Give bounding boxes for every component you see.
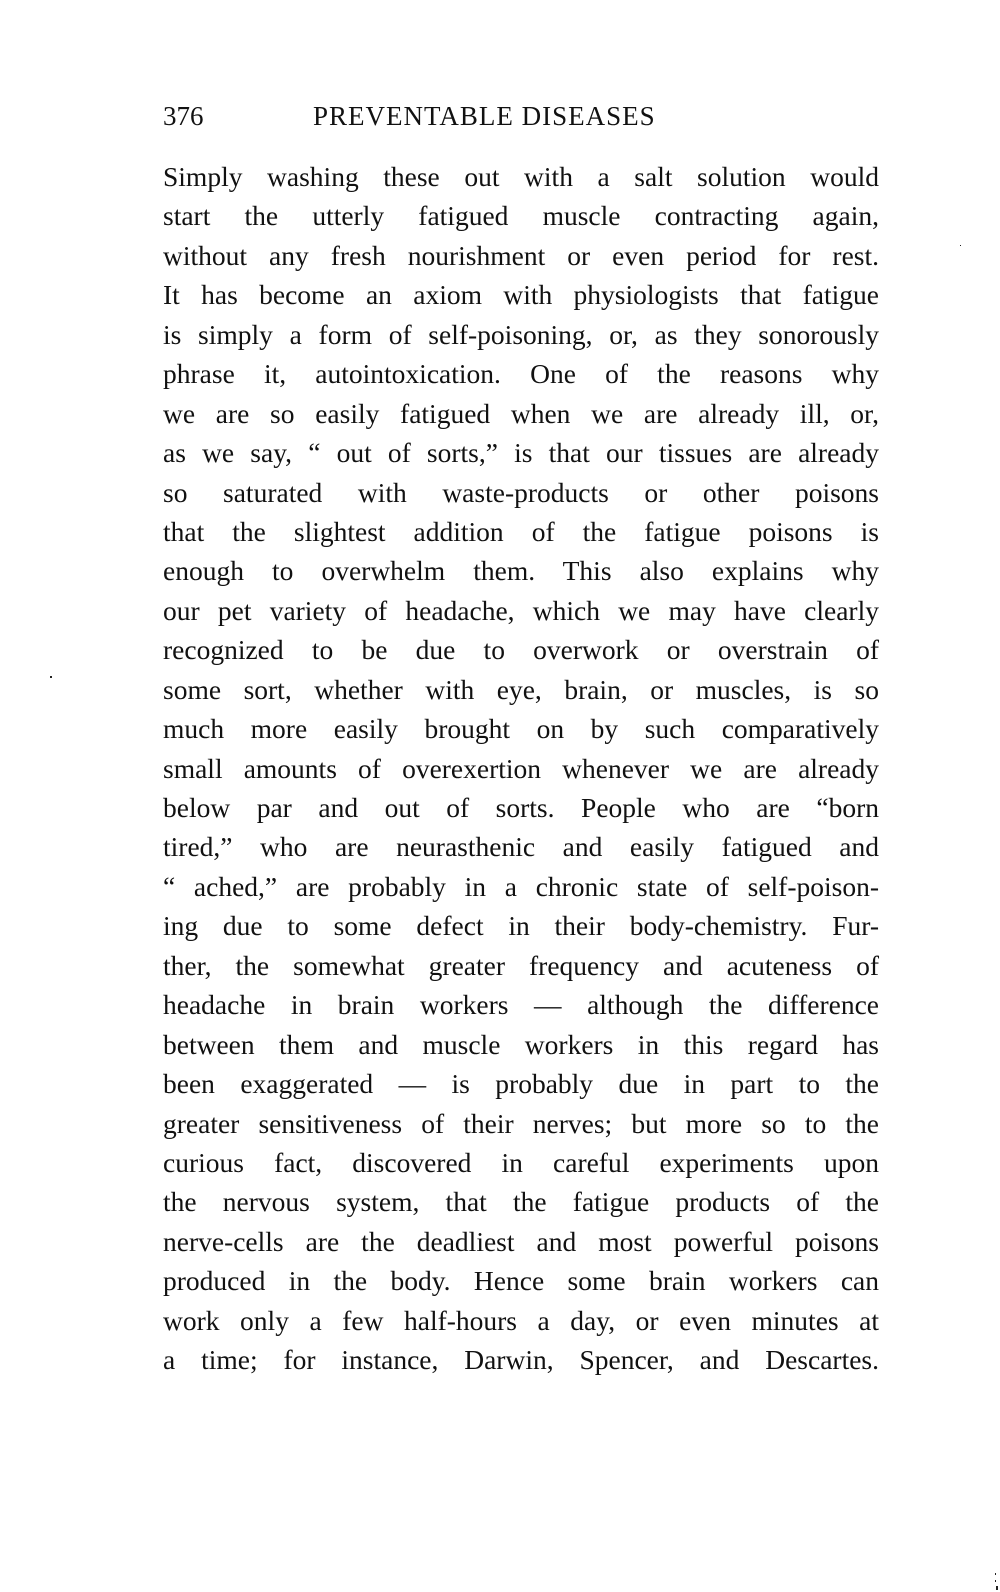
scan-speck bbox=[995, 1580, 996, 1582]
text-line: recognized to be due to overwork or overstrain of bbox=[163, 634, 879, 666]
text-line: without any fresh nourishment or even period for rest. bbox=[163, 239, 879, 271]
body-paragraph bbox=[163, 157, 879, 1380]
running-title: PREVENTABLE DISEASES bbox=[313, 101, 656, 131]
text-line: produced in the body. Hence some brain workers can bbox=[163, 1265, 879, 1297]
text-line: curious fact, discovered in careful experiments upon bbox=[163, 1146, 879, 1178]
text-line: been exaggerated — is probably due in part to the bbox=[163, 1068, 879, 1100]
text-line: our pet variety of headache, which we may have clearly bbox=[163, 594, 879, 626]
text-line: start the utterly fatigued muscle contracting again, bbox=[163, 200, 879, 232]
text-line: It has become an axiom with physiologists that fatigue bbox=[163, 279, 879, 311]
text-line: that the slightest addition of the fatigue poisons is bbox=[163, 515, 879, 547]
scan-speck bbox=[996, 1586, 998, 1590]
text-line: between them and muscle workers in this regard has bbox=[163, 1028, 879, 1060]
text-line: phrase it, autointoxication. One of the reasons why bbox=[163, 358, 879, 390]
text-line: ther, the somewhat greater frequency and acuteness of bbox=[163, 949, 879, 981]
text-line: as we say, “ out of sorts,” is that our tissues are already bbox=[163, 437, 879, 469]
text-line: is simply a form of self-poisoning, or, as they sonorously bbox=[163, 318, 879, 350]
scan-speck bbox=[960, 245, 961, 246]
text-line: greater sensitiveness of their nerves; but more so to the bbox=[163, 1107, 879, 1139]
text-line: below par and out of sorts. People who are “born bbox=[163, 792, 879, 823]
text-line: headache in brain workers — although the difference bbox=[163, 989, 879, 1021]
text-line: ing due to some defect in their body-chemistry. Fur- bbox=[163, 910, 879, 942]
text-line: so saturated with waste-products or other poisons bbox=[163, 476, 879, 508]
scan-speck bbox=[50, 676, 52, 678]
text-line: small amounts of overexertion whenever we are already bbox=[163, 752, 879, 784]
text-line: a time; for instance, Darwin, Spencer, and Descartes. bbox=[163, 1344, 879, 1376]
text-line: much more easily brought on by such comparatively bbox=[163, 713, 879, 745]
text-line: tired,” who are neurasthenic and easily fatigued and bbox=[163, 831, 879, 863]
text-line: the nervous system, that the fatigue products of the bbox=[163, 1186, 879, 1218]
page-number: 376 bbox=[163, 101, 204, 131]
page-header bbox=[163, 96, 883, 136]
text-line: Simply washing these out with a salt solution would bbox=[163, 161, 879, 192]
scan-speck bbox=[995, 1573, 996, 1575]
text-line: work only a few half-hours a day, or even minutes at bbox=[163, 1304, 879, 1336]
text-line: nerve-cells are the deadliest and most powerful poisons bbox=[163, 1225, 879, 1257]
text-line: enough to overwhelm them. This also explains why bbox=[163, 555, 879, 587]
text-line: some sort, whether with eye, brain, or muscles, is so bbox=[163, 673, 879, 705]
text-line: “ ached,” are probably in a chronic state of self-poison- bbox=[163, 870, 879, 902]
text-line: we are so easily fatigued when we are already ill, or, bbox=[163, 397, 879, 429]
